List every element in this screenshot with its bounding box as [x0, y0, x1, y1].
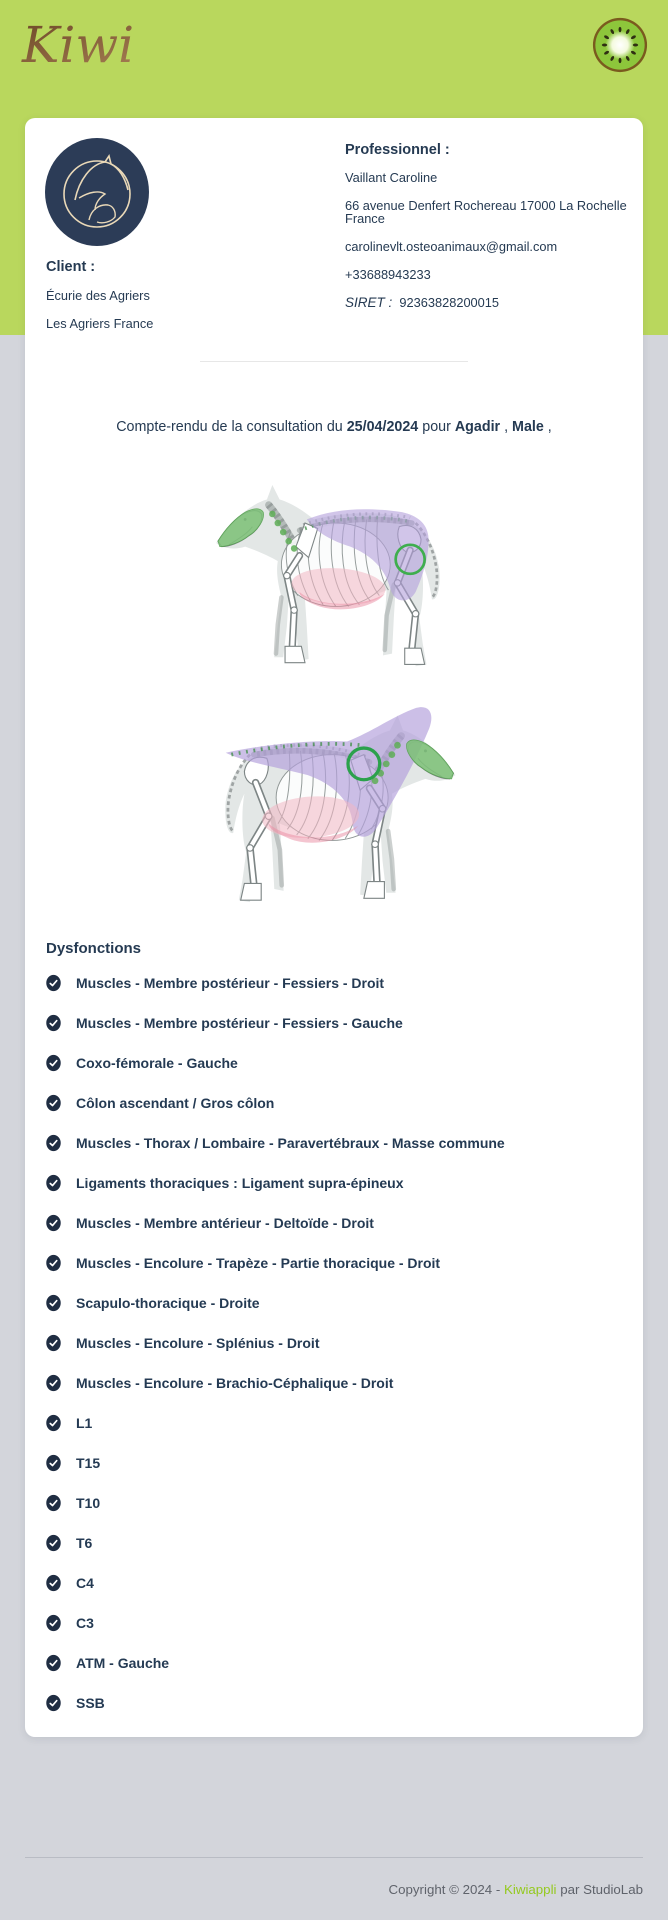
professional-label: Professionnel :	[345, 142, 450, 158]
dysfunction-row	[45, 1003, 623, 1043]
consultation-date: 25/04/2024	[346, 419, 419, 435]
dysfunction-label: SSB	[76, 1695, 105, 1711]
brand-logo-text: Kiwi	[22, 16, 135, 74]
check-circle-icon	[45, 1094, 62, 1112]
client-name: Écurie des Agriers	[46, 288, 150, 303]
dysfunctions-list	[45, 963, 623, 1723]
dysfunction-row	[45, 1403, 623, 1443]
report-card	[25, 118, 643, 1737]
professional-name: Vaillant Caroline	[345, 170, 438, 185]
check-circle-icon	[45, 1454, 62, 1472]
professional-siret	[345, 296, 635, 309]
consultation-title	[25, 418, 643, 437]
dysfunction-label: Muscles - Thorax / Lombaire - Paravertébraux - Masse commune	[76, 1135, 505, 1151]
dysfunction-row	[45, 963, 623, 1003]
consultation-comma-2: ,	[543, 419, 552, 435]
dysfunction-label: T15	[76, 1455, 101, 1471]
dysfunction-row	[45, 1443, 623, 1483]
dysfunction-label: Muscles - Membre postérieur - Fessiers - Droit	[76, 975, 385, 991]
animal-sex: Male	[512, 419, 544, 435]
check-circle-icon	[45, 1614, 62, 1632]
footer-copyright	[389, 1882, 643, 1897]
check-circle-icon	[45, 1214, 62, 1232]
dysfunction-label: T6	[76, 1535, 93, 1551]
dysfunction-row	[45, 1683, 623, 1723]
footer-brand-link[interactable]: Kiwiappli	[504, 1882, 557, 1897]
kiwi-brand-logo	[20, 10, 160, 80]
consultation-pour: pour	[418, 419, 455, 435]
dysfunction-row	[45, 1563, 623, 1603]
dysfunction-label: L1	[76, 1415, 93, 1431]
horse-diagram-left-profile	[25, 451, 643, 693]
dysfunction-row	[45, 1243, 623, 1283]
copyright-prefix: Copyright © 2024 -	[388, 1882, 505, 1897]
client-label: Client :	[46, 259, 96, 275]
consultation-prefix: Compte-rendu de la consultation du	[116, 419, 347, 435]
dysfunction-row	[45, 1323, 623, 1363]
dysfunction-row	[45, 1203, 623, 1243]
professional-info	[345, 142, 635, 324]
dysfunction-label: Muscles - Membre postérieur - Fessiers - Gauche	[76, 1015, 403, 1031]
dysfunction-label: Ligaments thoraciques : Ligament supra-épineux	[76, 1175, 404, 1191]
check-circle-icon	[45, 1294, 62, 1312]
check-circle-icon	[45, 1134, 62, 1152]
professional-address: 66 avenue Denfert Rochereau 17000 La Rochelle France	[345, 198, 627, 226]
dysfunction-row	[45, 1603, 623, 1643]
dysfunction-label: C4	[76, 1575, 94, 1591]
dysfunction-row	[45, 1043, 623, 1083]
dysfunction-label: Scapulo-thoracique - Droite	[76, 1295, 260, 1311]
check-circle-icon	[45, 1654, 62, 1672]
footer-divider	[25, 1857, 643, 1858]
check-circle-icon	[45, 1494, 62, 1512]
check-circle-icon	[45, 1254, 62, 1272]
copyright-suffix: par StudioLab	[556, 1882, 643, 1897]
dysfunction-label: Muscles - Encolure - Brachio-Céphalique - Droit	[76, 1375, 394, 1391]
check-circle-icon	[45, 1014, 62, 1032]
section-divider	[200, 361, 468, 362]
kiwi-fruit-icon	[591, 16, 649, 74]
check-circle-icon	[45, 1694, 62, 1712]
dysfunctions-title: Dysfonctions	[46, 940, 142, 957]
professional-phone: +33688943233	[345, 267, 431, 282]
check-circle-icon	[45, 1574, 62, 1592]
professional-email: carolinevlt.osteoanimaux@gmail.com	[345, 239, 558, 254]
siret-label: SIRET :	[345, 295, 393, 310]
check-circle-icon	[45, 1174, 62, 1192]
dysfunction-label: Muscles - Encolure - Splénius - Droit	[76, 1335, 320, 1351]
check-circle-icon	[45, 1414, 62, 1432]
dysfunction-label: Coxo-fémorale - Gauche	[76, 1055, 238, 1071]
check-circle-icon	[45, 1054, 62, 1072]
dysfunction-label: Muscles - Membre antérieur - Deltoïde - Droit	[76, 1215, 374, 1231]
dysfunction-label: Muscles - Encolure - Trapèze - Partie thoracique - Droit	[76, 1255, 441, 1271]
dysfunction-row	[45, 1643, 623, 1683]
animal-name: Agadir	[454, 419, 501, 435]
consultation-comma: ,	[500, 419, 513, 435]
dysfunction-row	[45, 1363, 623, 1403]
dysfunction-row	[45, 1523, 623, 1563]
check-circle-icon	[45, 1534, 62, 1552]
dysfunction-row	[45, 1483, 623, 1523]
client-location: Les Agriers France	[46, 316, 154, 331]
dysfunction-label: Côlon ascendant / Gros côlon	[76, 1095, 275, 1111]
dysfunction-row	[45, 1083, 623, 1123]
dysfunction-row	[45, 1163, 623, 1203]
check-circle-icon	[45, 1374, 62, 1392]
dysfunction-label: C3	[76, 1615, 94, 1631]
client-logo-horse-dog	[45, 138, 149, 246]
check-circle-icon	[45, 1334, 62, 1352]
check-circle-icon	[45, 974, 62, 992]
dysfunction-label: T10	[76, 1495, 101, 1511]
dysfunction-row	[45, 1123, 623, 1163]
horse-diagram-right-profile	[25, 693, 643, 917]
dysfunction-row	[45, 1283, 623, 1323]
siret-value: 92363828200015	[399, 295, 500, 310]
dysfunction-label: ATM - Gauche	[76, 1655, 170, 1671]
client-info	[46, 259, 326, 345]
